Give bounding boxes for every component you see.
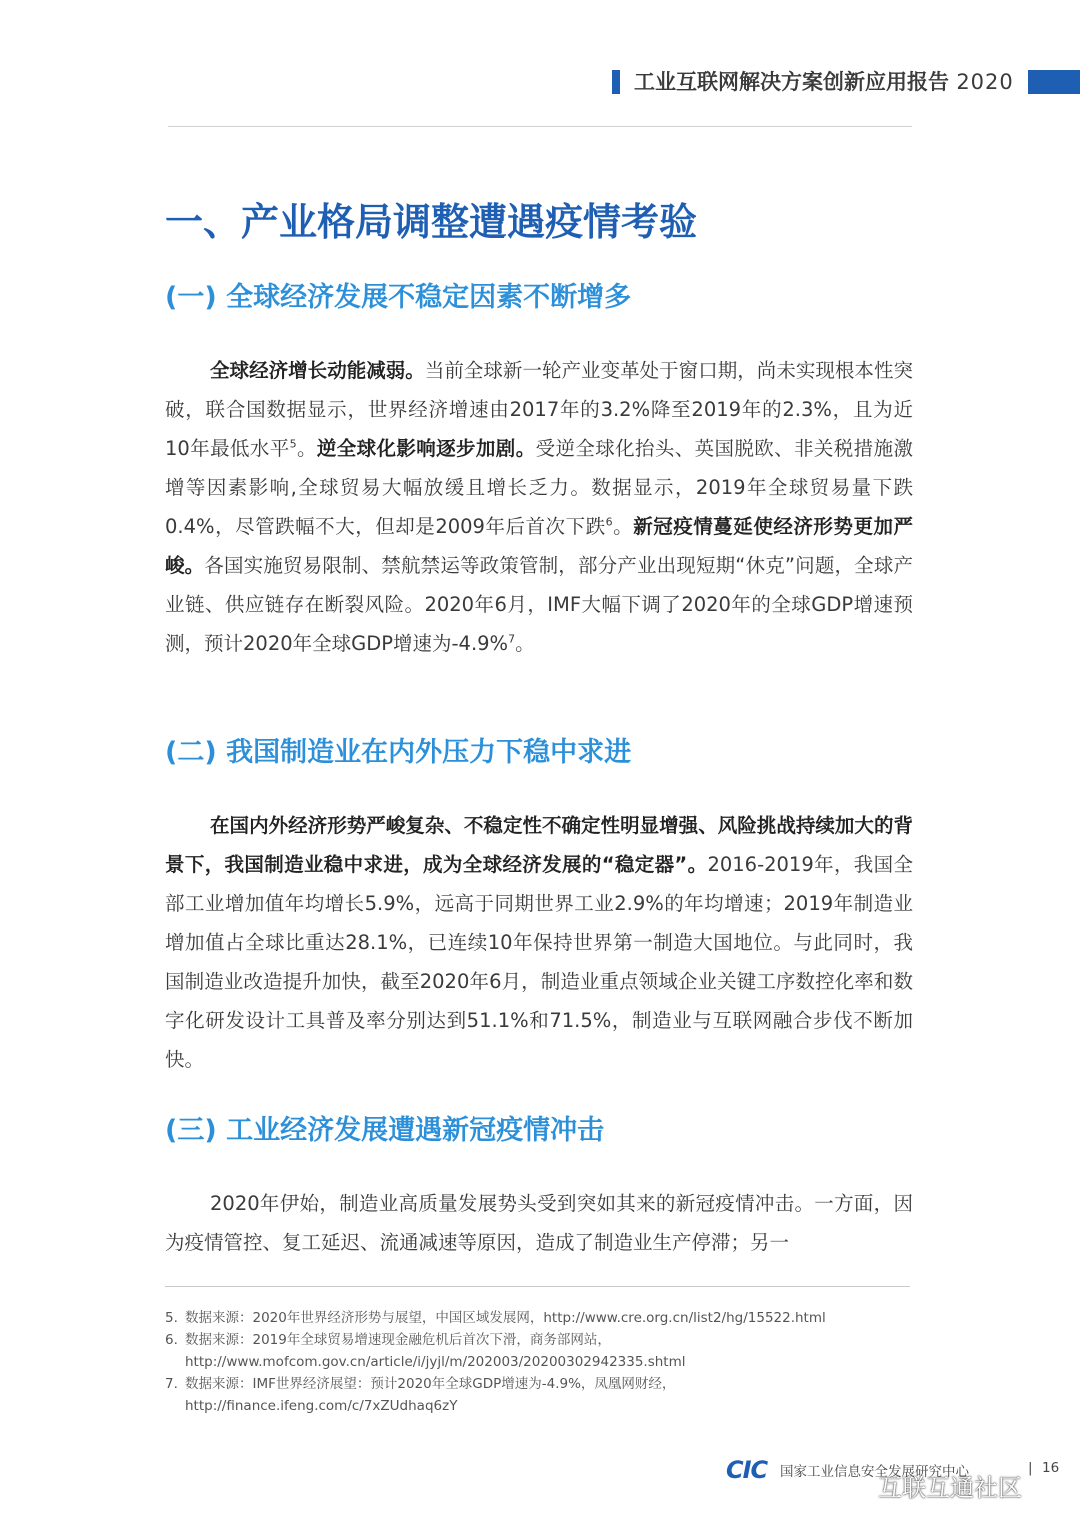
wechat-icon [846,1478,874,1500]
header-accent-bar [612,70,620,94]
footnote-6: 6. 数据来源：2019年全球贸易增速现金融危机后首次下滑，商务部网站，http://www.mofcom.gov.cn/article/i/jyjl/m/202003/20200302942335.shtml [165,1332,686,1370]
footnote-ref: 6 [605,515,613,529]
section-3-paragraph [165,1184,913,1262]
section-1-paragraph [165,351,913,663]
cic-logo: CIC [726,1456,768,1484]
bold-lead: 全球经济增长动能减弱。 [210,359,425,382]
chapter-title: 一、产业格局调整遭遇疫情考验 [165,200,698,244]
bold-lead: 在国内外经济形势严峻复杂、不稳定性不确定性明显增强、风险挑战持续加大的背景下，我国制造业稳中求进，成为全球经济发展的“稳定器”。 [165,814,913,876]
footnote-ref: 5 [289,437,297,451]
section-2-paragraph [165,806,913,1079]
text-run: 当前全球新一轮产业变革处于窗口期，尚未实现根本性突破，联合国数据显示，世界经济增速由2017年的3.2%降至2019年的2.3%，且为近10年最低水平 [165,359,913,460]
report-title: 工业互联网解决方案创新应用报告 2020 [634,70,1014,94]
header-divider [168,126,912,127]
text-run: 。 [612,515,634,538]
text-run: 受逆全球化抬头、英国脱欧、非关税措施激增等因素影响,全球贸易大幅放缓且增长乏力。数据显示，2019年全球贸易量下跌0.4%，尽管跌幅不大，但却是2009年后首次下跌 [165,437,913,538]
footer-separator: | [1028,1460,1033,1476]
section-heading-2: (二) 我国制造业在内外压力下稳中求进 [165,737,632,768]
page-number: 16 [1042,1460,1060,1476]
footnote-5: 5. 数据来源：2020年世界经济形势与展望，中国区域发展网，http://www.cre.org.cn/list2/hg/15522.html [165,1310,826,1326]
watermark-text: 互联互通社区 [878,1474,1022,1502]
footnote-divider [165,1286,910,1287]
section-heading-3: (三) 工业经济发展遭遇新冠疫情冲击 [165,1115,605,1146]
section-heading-1: (一) 全球经济发展不稳定因素不断增多 [165,282,632,313]
footer-organization: 国家工业信息安全发展研究中心 [780,1464,969,1480]
text-run: 。 [515,632,535,655]
footnote-ref: 7 [508,632,516,646]
footnotes [165,1307,913,1417]
text-run: 。 [296,437,317,460]
footnote-7: 7. 数据来源：IMF世界经济展望：预计2020年全球GDP增速为-4.9%，凤凰网财经，http://finance.ifeng.com/c/7xZUdhaq6zY [165,1376,676,1414]
bold-lead: 逆全球化影响逐步加剧。 [316,437,536,460]
text-run: 2020年伊始，制造业高质量发展势头受到突如其来的新冠疫情冲击。一方面，因为疫情管控、复工延迟、流通减速等原因，造成了制造业生产停滞；另一 [165,1192,913,1254]
text-run: 各国实施贸易限制、禁航禁运等政策管制，部分产业出现短期“休克”问题，全球产业链、供应链存在断裂风险。2020年6月，IMF大幅下调了2020年的全球GDP增速预测，预计2020年全球GDP增速为-4.9% [165,554,913,655]
header-accent-block [1028,70,1080,94]
text-run: 2016-2019年，我国全部工业增加值年均增长5.9%，远高于同期世界工业2.9%的年均增速；2019年制造业增加值占全球比重达28.1%，已连续10年保持世界第一制造大国地位。与此同时，我国制造业改造提升加快，截至2020年6月，制造业重点领域企业关键工序数控化率和数字化研发设计工具普及率分别达到51.1%和71.5%，制造业与互联网融合步伐不断加快。 [165,853,913,1071]
watermark [846,1468,1022,1503]
bold-lead: 新冠疫情蔓延使经济形势更加严峻。 [165,515,913,577]
page-header [612,66,1080,98]
